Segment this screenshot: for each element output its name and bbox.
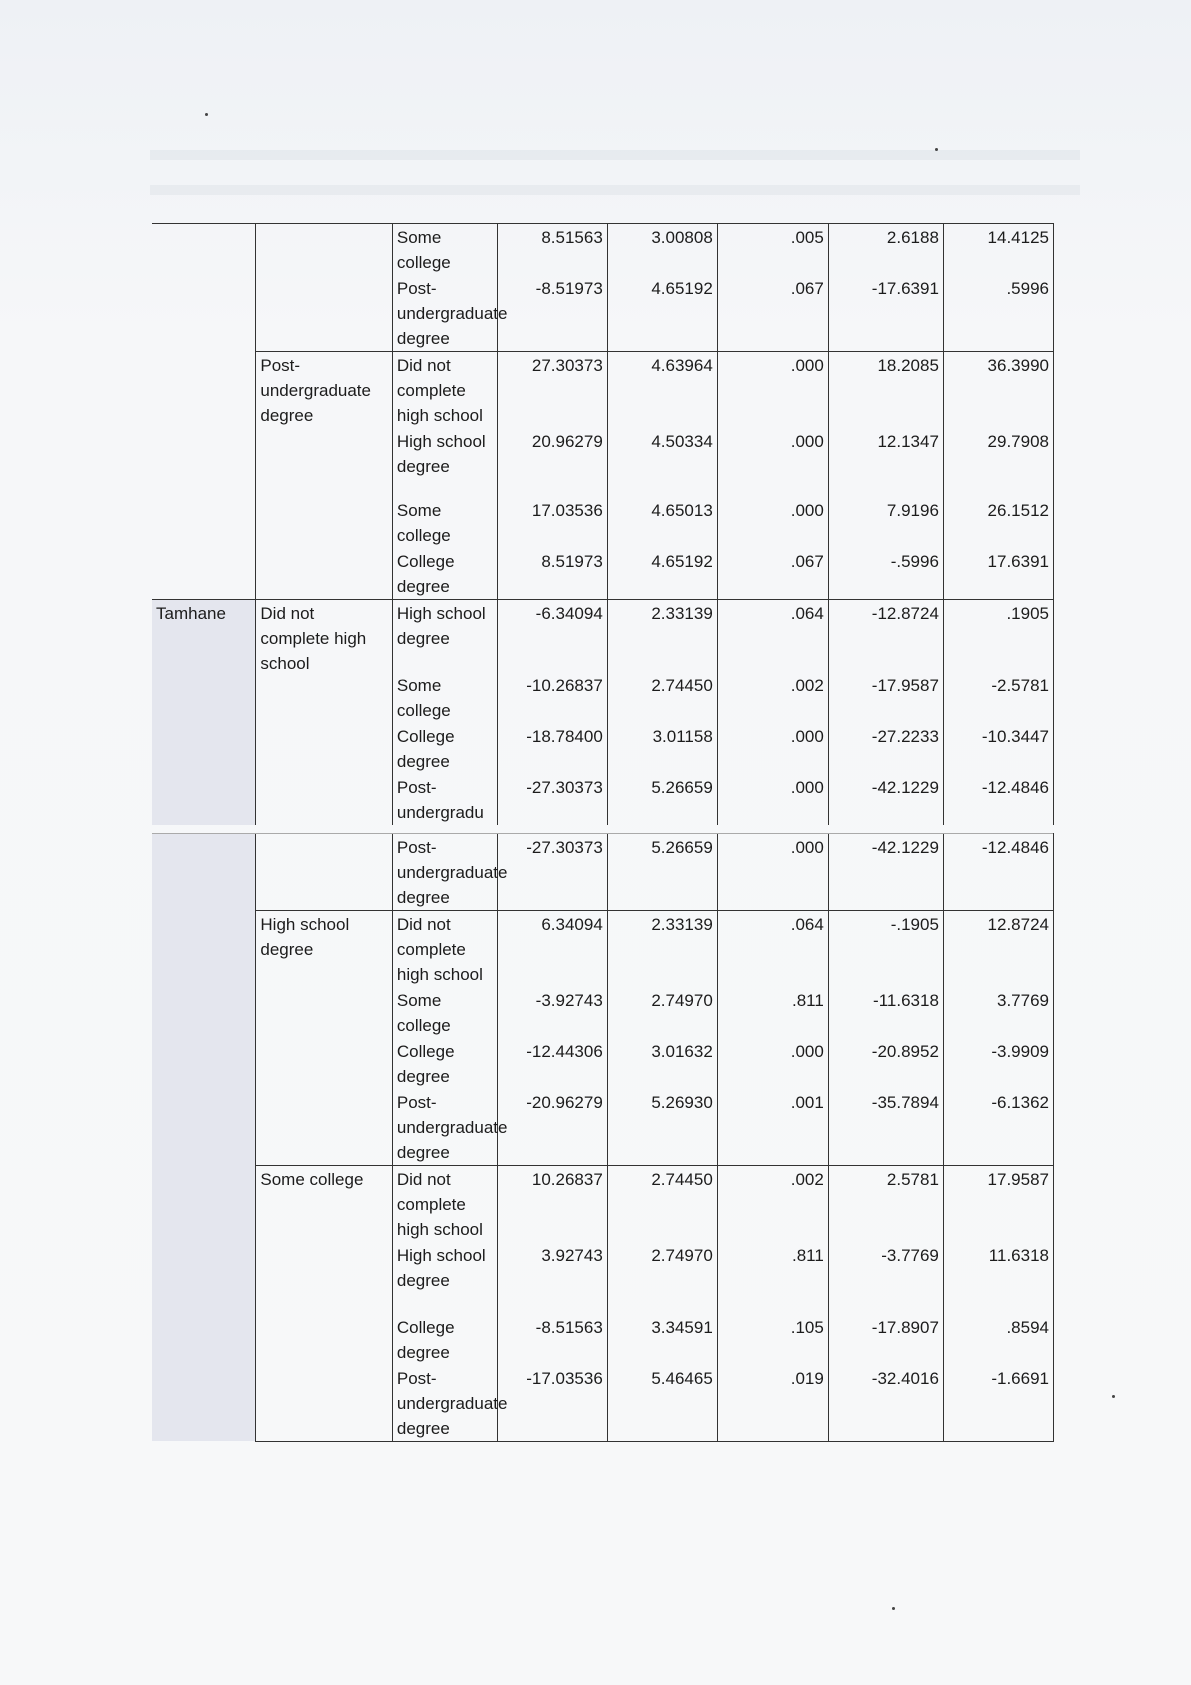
std-error-cell: 5.26659 — [607, 833, 717, 910]
mean-difference-cell: 20.96279 — [497, 428, 607, 497]
table-row — [152, 352, 1054, 429]
group-cell: Post-undergraduate degree — [256, 352, 392, 600]
table-row — [152, 833, 1054, 910]
comparison-cell: Some college — [392, 497, 497, 548]
comparison-cell: College degree — [392, 1038, 497, 1089]
comparison-cell: High school degree — [392, 428, 497, 497]
mean-difference-cell: -17.03536 — [497, 1365, 607, 1442]
std-error-cell: 3.34591 — [607, 1314, 717, 1365]
table-row — [152, 224, 1054, 276]
lower-bound-cell: -17.8907 — [828, 1314, 943, 1365]
significance-cell: .005 — [717, 224, 828, 276]
lower-bound-cell: -11.6318 — [828, 987, 943, 1038]
upper-bound-cell: 36.3990 — [943, 352, 1053, 429]
upper-bound-cell: -12.4846 — [943, 774, 1053, 825]
comparison-cell: High school degree — [392, 600, 497, 672]
upper-bound-cell: .8594 — [943, 1314, 1053, 1365]
table-row — [152, 600, 1054, 672]
mean-difference-cell: -20.96279 — [497, 1089, 607, 1166]
comparison-cell: College degree — [392, 723, 497, 774]
significance-cell: .811 — [717, 987, 828, 1038]
group-cell: Did not complete high school — [256, 600, 392, 825]
upper-bound-cell: 29.7908 — [943, 428, 1053, 497]
significance-cell: .002 — [717, 672, 828, 723]
significance-cell: .000 — [717, 352, 828, 429]
mean-difference-cell: -18.78400 — [497, 723, 607, 774]
lower-bound-cell: -3.7769 — [828, 1242, 943, 1314]
lower-bound-cell: -27.2233 — [828, 723, 943, 774]
upper-bound-cell: 17.9587 — [943, 1165, 1053, 1242]
std-error-cell: 5.26930 — [607, 1089, 717, 1166]
upper-bound-cell: 12.8724 — [943, 910, 1053, 987]
lower-bound-cell: -35.7894 — [828, 1089, 943, 1166]
upper-bound-cell: -1.6691 — [943, 1365, 1053, 1442]
std-error-cell: 5.26659 — [607, 774, 717, 825]
significance-cell: .067 — [717, 548, 828, 600]
comparison-cell: Did not complete high school — [392, 1165, 497, 1242]
table-row — [152, 910, 1054, 987]
upper-bound-cell: 3.7769 — [943, 987, 1053, 1038]
bleed-through-band — [150, 185, 1080, 195]
comparison-cell: Post-undergraduate degree — [392, 833, 497, 910]
scan-speck — [892, 1607, 895, 1610]
std-error-cell: 2.74970 — [607, 987, 717, 1038]
page-break-gap — [152, 825, 1054, 834]
std-error-cell: 4.65192 — [607, 275, 717, 352]
group-cell: Some college — [256, 1165, 392, 1441]
method-cell: Tamhane — [152, 600, 256, 825]
significance-cell: .064 — [717, 600, 828, 672]
upper-bound-cell: 14.4125 — [943, 224, 1053, 276]
mean-difference-cell: -27.30373 — [497, 833, 607, 910]
comparison-cell: Did not complete high school — [392, 352, 497, 429]
multiple-comparisons-table — [152, 223, 1054, 1442]
lower-bound-cell: -17.6391 — [828, 275, 943, 352]
mean-difference-cell: 8.51563 — [497, 224, 607, 276]
significance-cell: .002 — [717, 1165, 828, 1242]
std-error-cell: 4.63964 — [607, 352, 717, 429]
significance-cell: .000 — [717, 428, 828, 497]
comparison-cell: Post-undergraduate degree — [392, 275, 497, 352]
significance-cell: .000 — [717, 774, 828, 825]
upper-bound-cell: -2.5781 — [943, 672, 1053, 723]
significance-cell: .019 — [717, 1365, 828, 1442]
lower-bound-cell: 7.9196 — [828, 497, 943, 548]
upper-bound-cell: .1905 — [943, 600, 1053, 672]
significance-cell: .000 — [717, 497, 828, 548]
table-row — [152, 1165, 1054, 1242]
upper-bound-cell: 11.6318 — [943, 1242, 1053, 1314]
mean-difference-cell: -27.30373 — [497, 774, 607, 825]
lower-bound-cell: -20.8952 — [828, 1038, 943, 1089]
significance-cell: .067 — [717, 275, 828, 352]
std-error-cell: 4.65013 — [607, 497, 717, 548]
std-error-cell: 3.00808 — [607, 224, 717, 276]
significance-cell: .001 — [717, 1089, 828, 1166]
std-error-cell: 3.01632 — [607, 1038, 717, 1089]
significance-cell: .000 — [717, 1038, 828, 1089]
upper-bound-cell: .5996 — [943, 275, 1053, 352]
comparison-cell: High school degree — [392, 1242, 497, 1314]
lower-bound-cell: -17.9587 — [828, 672, 943, 723]
mean-difference-cell: -8.51973 — [497, 275, 607, 352]
comparison-cell: Some college — [392, 672, 497, 723]
scan-speck — [1112, 1395, 1115, 1398]
lower-bound-cell: -12.8724 — [828, 600, 943, 672]
scan-speck — [935, 148, 938, 151]
upper-bound-cell: -6.1362 — [943, 1089, 1053, 1166]
std-error-cell: 2.33139 — [607, 600, 717, 672]
std-error-cell: 5.46465 — [607, 1365, 717, 1442]
lower-bound-cell: 18.2085 — [828, 352, 943, 429]
lower-bound-cell: 12.1347 — [828, 428, 943, 497]
comparison-cell: Did not complete high school — [392, 910, 497, 987]
comparison-cell: College degree — [392, 548, 497, 600]
upper-bound-cell: -12.4846 — [943, 833, 1053, 910]
lower-bound-cell: -.1905 — [828, 910, 943, 987]
bleed-through-band — [150, 150, 1080, 160]
upper-bound-cell: 26.1512 — [943, 497, 1053, 548]
comparison-cell: Post-undergraduate degree — [392, 1365, 497, 1442]
std-error-cell: 4.65192 — [607, 548, 717, 600]
lower-bound-cell: -32.4016 — [828, 1365, 943, 1442]
std-error-cell: 3.01158 — [607, 723, 717, 774]
significance-cell: .000 — [717, 723, 828, 774]
mean-difference-cell: -8.51563 — [497, 1314, 607, 1365]
comparison-cell: Some college — [392, 987, 497, 1038]
method-cell — [152, 224, 256, 600]
std-error-cell: 2.33139 — [607, 910, 717, 987]
lower-bound-cell: 2.5781 — [828, 1165, 943, 1242]
group-cell: High school degree — [256, 910, 392, 1165]
lower-bound-cell: 2.6188 — [828, 224, 943, 276]
mean-difference-cell: 10.26837 — [497, 1165, 607, 1242]
lower-bound-cell: -42.1229 — [828, 833, 943, 910]
method-cell-continued — [152, 833, 256, 1441]
comparison-cell: Post-undergradu — [392, 774, 497, 825]
significance-cell: .105 — [717, 1314, 828, 1365]
lower-bound-cell: -42.1229 — [828, 774, 943, 825]
mean-difference-cell: 27.30373 — [497, 352, 607, 429]
group-cell — [256, 833, 392, 910]
mean-difference-cell: -12.44306 — [497, 1038, 607, 1089]
mean-difference-cell: 17.03536 — [497, 497, 607, 548]
upper-bound-cell: -3.9909 — [943, 1038, 1053, 1089]
significance-cell: .811 — [717, 1242, 828, 1314]
significance-cell: .000 — [717, 833, 828, 910]
std-error-cell: 4.50334 — [607, 428, 717, 497]
mean-difference-cell: -3.92743 — [497, 987, 607, 1038]
comparison-cell: Some college — [392, 224, 497, 276]
mean-difference-cell: -6.34094 — [497, 600, 607, 672]
group-cell — [256, 224, 392, 352]
scan-speck — [205, 113, 208, 116]
mean-difference-cell: -10.26837 — [497, 672, 607, 723]
lower-bound-cell: -.5996 — [828, 548, 943, 600]
mean-difference-cell: 3.92743 — [497, 1242, 607, 1314]
mean-difference-cell: 8.51973 — [497, 548, 607, 600]
upper-bound-cell: 17.6391 — [943, 548, 1053, 600]
comparison-cell: College degree — [392, 1314, 497, 1365]
comparison-cell: Post-undergraduate degree — [392, 1089, 497, 1166]
significance-cell: .064 — [717, 910, 828, 987]
upper-bound-cell: -10.3447 — [943, 723, 1053, 774]
mean-difference-cell: 6.34094 — [497, 910, 607, 987]
std-error-cell: 2.74450 — [607, 1165, 717, 1242]
std-error-cell: 2.74450 — [607, 672, 717, 723]
std-error-cell: 2.74970 — [607, 1242, 717, 1314]
